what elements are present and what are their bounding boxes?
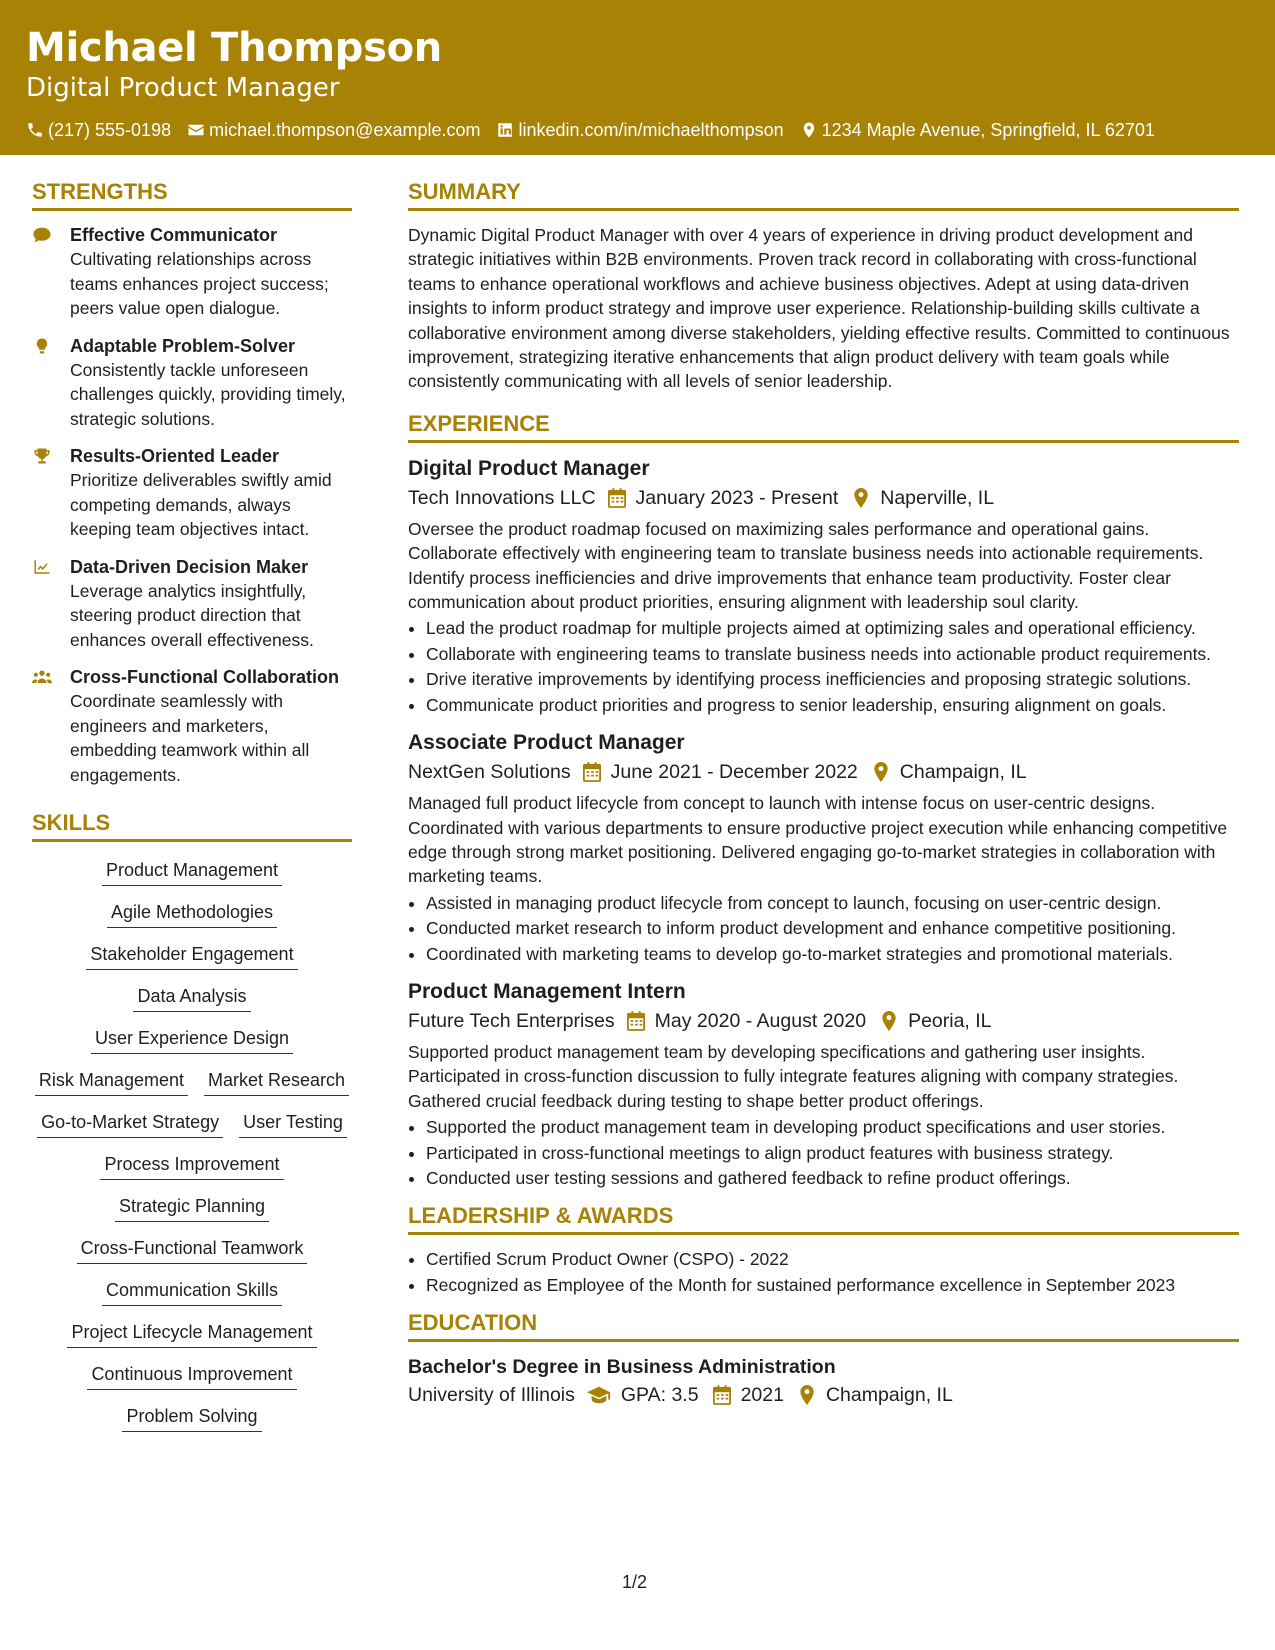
strength-desc: Prioritize deliverables swiftly amid competing demands, always keeping team objectives intact. (70, 470, 332, 539)
skill-tag: Project Lifecycle Management (67, 1320, 316, 1348)
job-dates: May 2020 - August 2020 (654, 1009, 867, 1032)
skill-tag: Problem Solving (122, 1404, 261, 1432)
left-column (32, 178, 352, 1432)
award-item: • Certified Scrum Product Owner (CSPO) - 2022 (426, 1247, 1239, 1271)
job-bullets (408, 1115, 1239, 1190)
job-location: Peoria, IL (908, 1009, 992, 1032)
strength-title: Effective Communicator (70, 225, 278, 245)
skill-tag: User Experience Design (91, 1026, 293, 1054)
contact-phone[interactable] (26, 118, 171, 142)
education-meta (408, 1380, 1239, 1410)
job-meta (408, 1006, 1239, 1036)
linkedin-text: linkedin.com/in/michaelthompson (518, 120, 784, 140)
job-company: Future Tech Enterprises (408, 1009, 615, 1032)
contact-bar (26, 118, 1249, 142)
contact-linkedin[interactable] (496, 118, 783, 142)
map-pin-icon (800, 121, 818, 139)
envelope-icon (187, 121, 205, 139)
calendar-icon (627, 1011, 645, 1031)
bullet-item: • Collaborate with engineering teams to translate business needs into actionable product requirements. (426, 642, 1239, 666)
candidate-role: Digital Product Manager (26, 73, 340, 103)
skill-tag: Product Management (102, 858, 282, 886)
skill-tag: Data Analysis (133, 984, 250, 1012)
contact-address (800, 118, 1155, 142)
bullet-item: • Conducted user testing sessions and gathered feedback to refine product offerings. (426, 1166, 1239, 1190)
skill-tag: Process Improvement (100, 1152, 283, 1180)
school-location: Champaign, IL (825, 1384, 953, 1407)
calendar-icon (713, 1385, 731, 1405)
job-location: Naperville, IL (880, 486, 995, 509)
lightbulb-icon (32, 337, 52, 355)
job-company: NextGen Solutions (408, 761, 571, 784)
bullet-item: • Participated in cross-functional meetings to align product features with business strategy. (426, 1141, 1239, 1165)
bullet-item: • Communicate product priorities and progress to senior leadership, ensuring alignment on goals. (426, 693, 1239, 717)
award-item: • Recognized as Employee of the Month for sustained performance excellence in September 2023 (426, 1273, 1239, 1297)
job-description: Supported product management team by developing specifications and gathering user insights. Participated in cross-function discussion to fully integrate features aligning with company strategies. Gathered crucial feedback during testing to shape better product offerings. (408, 1041, 1179, 1111)
right-column (408, 178, 1239, 1414)
calendar-icon (608, 488, 626, 508)
job-entry (408, 455, 1239, 717)
skill-tag: Go-to-Market Strategy (37, 1110, 223, 1138)
education-heading: EDUCATION (408, 1309, 1239, 1342)
job-meta (408, 483, 1239, 513)
job-description: Oversee the product roadmap focused on maximizing sales performance and operational gains. Collaborate effectively with engineering team to translate business needs into actionable requirements. Identify process inefficiencies and drive improvements that enhance team productivity. Foster clear communication about product priorities, ensuring alignment with leadership soul clarity. (408, 518, 1204, 613)
map-pin-icon (798, 1385, 816, 1405)
chart-line-icon (32, 558, 52, 576)
skill-tag: Risk Management (35, 1068, 188, 1096)
users-icon (32, 668, 52, 686)
strength-item (32, 555, 352, 653)
job-meta (408, 757, 1239, 787)
skills-heading: SKILLS (32, 809, 352, 842)
job-bullets (408, 616, 1239, 717)
strength-item (32, 223, 352, 321)
job-dates: January 2023 - Present (635, 486, 839, 509)
school-name: University of Illinois (408, 1384, 575, 1407)
strength-desc: Coordinate seamlessly with engineers and marketers, embedding teamwork within all engagements. (70, 691, 310, 785)
degree-title: Bachelor's Degree in Business Administration (408, 1356, 836, 1379)
summary-text: Dynamic Digital Product Manager with over 4 years of experience in driving product development and strategic initiatives within B2B environments. Proven track record in collaborating with cross-functional teams to enhance operational workflows and achieve business objectives. Adept at using data-driven insights to inform product strategy and improve user experience. Relationship-building skills cultivate a collaborative environment among diverse stakeholders, yielding effective results. Committed to continuous improvement, strategizing iterative enhancements that align product delivery with team goals while consistently communicating with all levels of senior leadership. (408, 225, 1230, 392)
job-description: Managed full product lifecycle from concept to launch with intense focus on user-centric designs. Coordinated with various departments to ensure productive project execution while enhancing competitive edge through strong market positioning. Delivered engaging go-to-market strategies in collaboration with marketing teams. (408, 793, 1228, 887)
skill-tag: User Testing (239, 1110, 347, 1138)
strength-item (32, 334, 352, 432)
map-pin-icon (880, 1011, 898, 1031)
job-entry (408, 729, 1239, 966)
resume-header (0, 0, 1275, 155)
strength-title: Results-Oriented Leader (70, 446, 280, 466)
skill-tag: Cross-Functional Teamwork (77, 1236, 308, 1264)
trophy-icon (32, 447, 52, 465)
candidate-name: Michael Thompson (26, 25, 442, 71)
strength-item (32, 665, 352, 787)
bullet-item: • Conducted market research to inform product development and enhance competitive positioning. (426, 916, 1239, 940)
strength-title: Cross-Functional Collaboration (70, 667, 340, 687)
calendar-icon (583, 762, 601, 782)
map-pin-icon (852, 488, 870, 508)
bullet-item: • Drive iterative improvements by identifying process inefficiencies and proposing strategic solutions. (426, 667, 1239, 691)
skill-tag: Continuous Improvement (87, 1362, 296, 1390)
job-dates: June 2021 - December 2022 (610, 761, 858, 784)
skill-tag: Market Research (204, 1068, 349, 1096)
summary-heading: SUMMARY (408, 178, 1239, 211)
phone-icon (26, 121, 44, 139)
linkedin-icon (496, 121, 514, 139)
strength-desc: Consistently tackle unforeseen challenges quickly, providing timely, strategic solutions. (70, 359, 346, 429)
strength-desc: Leverage analytics insightfully, steering product direction that enhances overall effectiveness. (70, 580, 314, 650)
speech-bubble-icon (32, 226, 52, 244)
bullet-item: • Coordinated with marketing teams to develop go-to-market strategies and promotional materials. (426, 942, 1239, 966)
bullet-item: • Lead the product roadmap for multiple projects aimed at optimizing sales and operational efficiency. (426, 616, 1239, 640)
contact-email[interactable] (187, 118, 480, 142)
job-entry (408, 978, 1239, 1190)
skill-tag: Agile Methodologies (107, 900, 277, 928)
skills-list (32, 854, 352, 1432)
job-bullets (408, 891, 1239, 966)
skill-tag: Stakeholder Engagement (86, 942, 297, 970)
page-number: 1/2 (622, 1572, 648, 1592)
job-location: Champaign, IL (899, 761, 1027, 784)
bullet-item: • Supported the product management team in developing product specifications and user stories. (426, 1115, 1239, 1139)
email-text: michael.thompson@example.com (209, 120, 481, 140)
skill-tag: Strategic Planning (115, 1194, 269, 1222)
graduation-cap-icon (587, 1385, 611, 1405)
address-text: 1234 Maple Avenue, Springfield, IL 62701 (821, 120, 1155, 140)
strength-item (32, 444, 352, 542)
graduation-year: 2021 (740, 1384, 784, 1407)
job-title: Associate Product Manager (408, 731, 685, 755)
job-title: Digital Product Manager (408, 456, 650, 480)
experience-heading: EXPERIENCE (408, 410, 1239, 443)
gpa-text: GPA: 3.5 (620, 1384, 699, 1407)
map-pin-icon (872, 762, 890, 782)
strength-title: Adaptable Problem-Solver (70, 335, 296, 356)
job-company: Tech Innovations LLC (408, 486, 596, 509)
skill-tag: Communication Skills (102, 1278, 282, 1306)
strength-desc: Cultivating relationships across teams enhances project success; peers value open dialogue. (70, 249, 329, 318)
job-title: Product Management Intern (408, 979, 686, 1003)
awards-list (408, 1247, 1239, 1297)
bullet-item: • Assisted in managing product lifecycle from concept to launch, focusing on user-centric design. (426, 891, 1239, 915)
phone-text: (217) 555-0198 (48, 120, 172, 140)
strengths-heading: STRENGTHS (32, 178, 352, 211)
strength-title: Data-Driven Decision Maker (70, 556, 309, 577)
awards-heading: LEADERSHIP & AWARDS (408, 1202, 1239, 1235)
